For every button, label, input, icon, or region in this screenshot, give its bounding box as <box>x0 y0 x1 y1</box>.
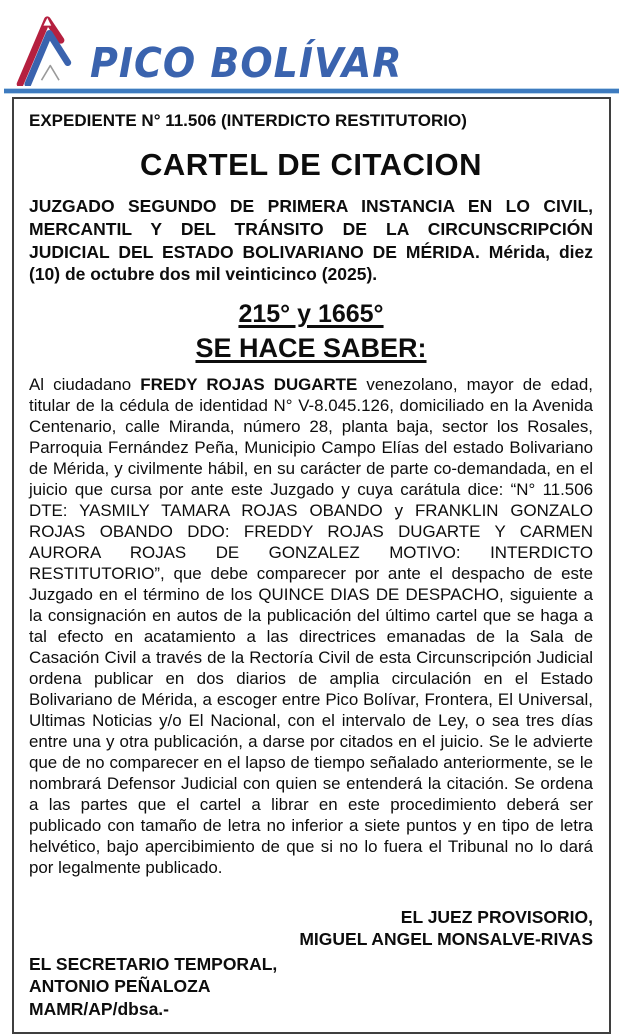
body-text-prefix: Al ciudadano <box>29 375 141 394</box>
masthead-divider <box>4 88 619 94</box>
legal-notice-box <box>12 97 611 1034</box>
court-header-paragraph: JUZGADO SEGUNDO DE PRIMERA INSTANCIA EN LO CIVIL, MERCANTIL Y DEL TRÁNSITO DE LA CIRCUNSCRIPCIÓN JUDICIAL DEL ESTADO BOLIVARIANO DE MÉRIDA. Mérida, diez (10) de octubre dos mil veinticinco (2025). <box>29 196 593 285</box>
judge-name: MIGUEL ANGEL MONSALVE-RIVAS <box>299 929 593 950</box>
secretary-name: ANTONIO PEÑALOZA <box>29 976 211 997</box>
secretary-title: EL SECRETARIO TEMPORAL, <box>29 953 278 974</box>
secretary-signature-block <box>29 953 593 1020</box>
newspaper-masthead <box>0 0 623 86</box>
notice-body-paragraph <box>29 374 593 878</box>
newspaper-name: PICO BOLÍVAR <box>90 39 403 87</box>
body-text-rest: venezolano, mayor de edad, titular de la cédula de identidad N° V-8.045.126, domiciliado en la Avenida Centenario, calle Miranda, número 28, planta baja, sector los Rosales, Parroquia Fernández Peña, Municipio Campo Elías del estado Bolivariano de Mérida, y civilmente hábil, en su carácter de parte co-demandada, en el juicio que cursa por ante este Juzgado y cuya carátula dice: “N° 11.506 DTE: YASMILY TAMARA ROJAS OBANDO y FRANKLIN GONZALO ROJAS OBANDO DDO: FREDDY ROJAS DUGARTE Y CARMEN AURORA ROJAS DE GONZALEZ MOTIVO: INTERDICTO RESTITUTORIO”, que debe comparecer por ante el despacho de este Juzgado en el término de los QUINCE DIAS DE DESPACHO, siguiente a la consignación en autos de la publicación del último cartel que se haga a tal efecto en acatamiento a las directrices emanadas de la Sala de Casación Civil a través de la Rectoría Civil de esta Circunscripción Judicial ordena publicar en dos diarios de amplia circulación en el Estado Bolivariano de Mérida, a escoger entre Pico Bolívar, Frontera, El Universal, Ultimas Noticias y/o El Nacional, con el intervalo de Ley, o sea tres días entre una y otra publicación, a darse por citados en el juicio. Se le advierte que de no comparecer en el lapso de tiempo señalado anteriormente, se le nombrará Defensor Judicial con quien se entenderá la citación. Se ordena a las partes que el cartel a librar en este procedimiento deberá ser publicado con tamaño de letra no inferior a siete puntos y en tipo de letra helvético, bajo apercibimiento de que si no lo fuera el Tribunal no lo dará por legalmente publicado. <box>29 375 593 877</box>
defendant-name: FREDY ROJAS DUGARTE <box>140 375 358 394</box>
reference-code: MAMR/AP/dbsa.- <box>29 998 169 1019</box>
anniversary-years-heading: 215° y 1665° <box>238 300 384 328</box>
se-hace-saber-heading: SE HACE SABER: <box>195 333 427 363</box>
judge-signature-block <box>29 906 593 951</box>
newspaper-logo <box>14 14 403 86</box>
case-file-number: EXPEDIENTE N° 11.506 (INTERDICTO RESTITUTORIO) <box>29 111 467 130</box>
judge-title: EL JUEZ PROVISORIO, <box>400 907 593 927</box>
notice-title: CARTEL DE CITACION <box>140 147 482 182</box>
